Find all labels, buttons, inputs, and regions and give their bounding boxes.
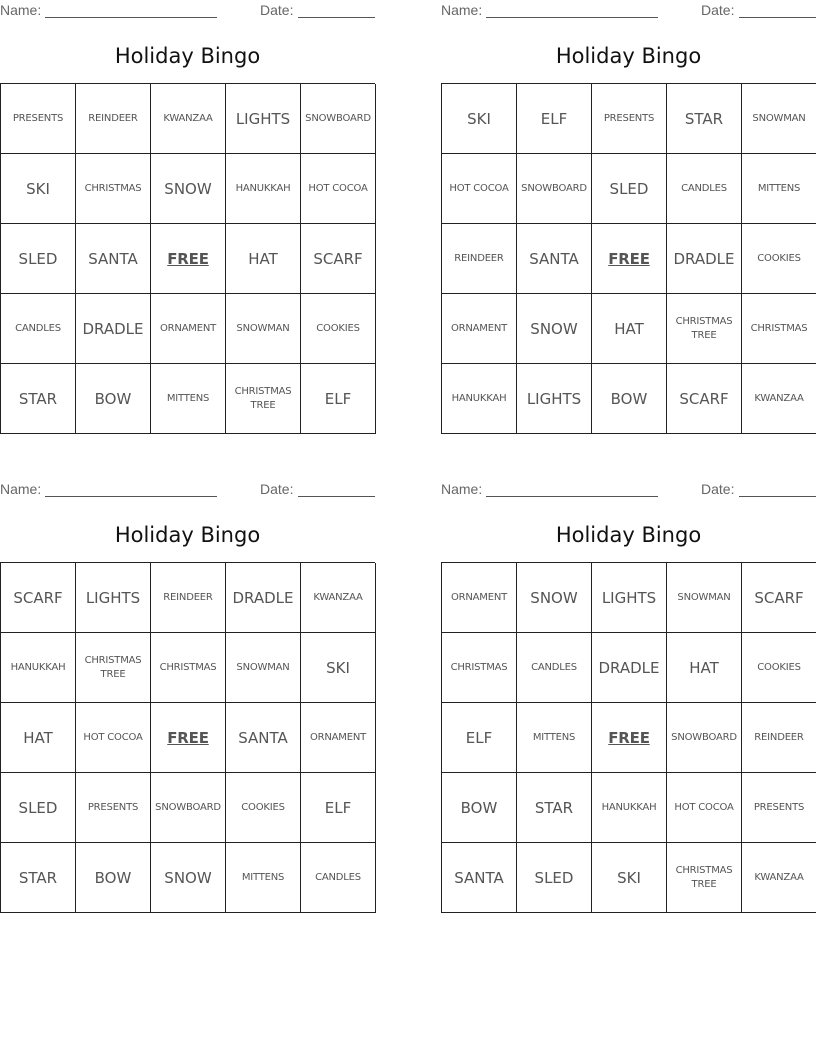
bingo-cell: PRESENTS — [742, 773, 816, 843]
bingo-cell: COOKIES — [742, 633, 816, 703]
bingo-cell: CHRISTMAS TREE — [667, 843, 742, 913]
bingo-cell: CANDLES — [301, 843, 376, 913]
bingo-cell: CANDLES — [517, 633, 592, 703]
bingo-cell: STAR — [1, 843, 76, 913]
bingo-cell: SCARF — [742, 563, 816, 633]
bingo-cell: MITTENS — [517, 703, 592, 773]
bingo-cell: SANTA — [442, 843, 517, 913]
bingo-cell: CHRISTMAS — [76, 154, 151, 224]
bingo-cell: REINDEER — [742, 703, 816, 773]
bingo-cell: HANUKKAH — [1, 633, 76, 703]
bingo-cell: ORNAMENT — [151, 294, 226, 364]
bingo-cell: REINDEER — [76, 84, 151, 154]
name-date-row — [0, 481, 375, 499]
bingo-cell: DRADLE — [592, 633, 667, 703]
name-date-row — [441, 2, 816, 20]
bingo-cell: MITTENS — [742, 154, 816, 224]
bingo-cell: BOW — [76, 843, 151, 913]
bingo-cell: SANTA — [76, 224, 151, 294]
bingo-cell: LIGHTS — [592, 563, 667, 633]
bingo-cell: CANDLES — [1, 294, 76, 364]
bingo-grid — [441, 562, 816, 913]
bingo-grid — [0, 83, 375, 434]
bingo-cell: CHRISTMAS TREE — [226, 364, 301, 434]
bingo-cell: SNOW — [517, 294, 592, 364]
bingo-cell: CHRISTMAS TREE — [667, 294, 742, 364]
bingo-cell: SNOW — [151, 154, 226, 224]
bingo-cell: DRADLE — [667, 224, 742, 294]
date-label: Date: — [701, 2, 735, 18]
name-label: Name: — [441, 481, 483, 497]
bingo-cell: BOW — [442, 773, 517, 843]
bingo-cell: CHRISTMAS TREE — [76, 633, 151, 703]
bingo-cell: SKI — [592, 843, 667, 913]
bingo-cell: ORNAMENT — [442, 563, 517, 633]
bingo-cell: LIGHTS — [76, 563, 151, 633]
name-field-line — [45, 496, 217, 497]
free-space-cell: FREE — [151, 703, 226, 773]
bingo-cell: KWANZAA — [742, 843, 816, 913]
free-space-cell: FREE — [151, 224, 226, 294]
bingo-cell: SANTA — [517, 224, 592, 294]
bingo-cell: HAT — [667, 633, 742, 703]
name-field-line — [486, 496, 658, 497]
bingo-cell: SNOWBOARD — [151, 773, 226, 843]
bingo-cell: SANTA — [226, 703, 301, 773]
bingo-cell: SLED — [517, 843, 592, 913]
name-label: Name: — [0, 481, 42, 497]
bingo-cell: SLED — [1, 224, 76, 294]
bingo-cell: STAR — [517, 773, 592, 843]
bingo-cell: ORNAMENT — [442, 294, 517, 364]
bingo-cell: SNOWMAN — [226, 294, 301, 364]
bingo-cell: HAT — [592, 294, 667, 364]
bingo-cell: SKI — [442, 84, 517, 154]
bingo-cell: LIGHTS — [226, 84, 301, 154]
bingo-cell: STAR — [1, 364, 76, 434]
bingo-cell: ELF — [517, 84, 592, 154]
bingo-card-2 — [441, 0, 816, 435]
bingo-cell: STAR — [667, 84, 742, 154]
bingo-cell: SNOWMAN — [226, 633, 301, 703]
name-date-row — [0, 2, 375, 20]
bingo-cell: SNOWBOARD — [517, 154, 592, 224]
bingo-cell: ELF — [442, 703, 517, 773]
bingo-cell: HOT COCOA — [442, 154, 517, 224]
bingo-cell: HANUKKAH — [592, 773, 667, 843]
bingo-cell: SCARF — [1, 563, 76, 633]
bingo-cell: PRESENTS — [76, 773, 151, 843]
card-title: Holiday Bingo — [555, 44, 702, 68]
bingo-cell: BOW — [592, 364, 667, 434]
date-field-line — [739, 17, 816, 18]
bingo-cell: DRADLE — [226, 563, 301, 633]
bingo-cell: MITTENS — [151, 364, 226, 434]
bingo-card-4 — [441, 479, 816, 914]
bingo-cell: HOT COCOA — [667, 773, 742, 843]
bingo-cell: SNOWBOARD — [301, 84, 376, 154]
bingo-cell: ELF — [301, 773, 376, 843]
bingo-cell: SNOWMAN — [742, 84, 816, 154]
free-space-cell: FREE — [592, 224, 667, 294]
bingo-grid — [0, 562, 375, 913]
bingo-cell: HOT COCOA — [76, 703, 151, 773]
bingo-cell: SKI — [1, 154, 76, 224]
name-label: Name: — [441, 2, 483, 18]
bingo-cell: CHRISTMAS — [151, 633, 226, 703]
bingo-cell: KWANZAA — [301, 563, 376, 633]
bingo-cell: COOKIES — [301, 294, 376, 364]
date-label: Date: — [260, 481, 294, 497]
bingo-cell: SNOW — [151, 843, 226, 913]
bingo-cell: KWANZAA — [742, 364, 816, 434]
bingo-cell: CANDLES — [667, 154, 742, 224]
card-title: Holiday Bingo — [114, 523, 261, 547]
free-space-cell: FREE — [592, 703, 667, 773]
bingo-grid — [441, 83, 816, 434]
bingo-cell: HAT — [226, 224, 301, 294]
bingo-cell: SNOWMAN — [667, 563, 742, 633]
card-title: Holiday Bingo — [555, 523, 702, 547]
card-title: Holiday Bingo — [114, 44, 261, 68]
bingo-cell: REINDEER — [442, 224, 517, 294]
bingo-cell: SNOW — [517, 563, 592, 633]
date-label: Date: — [701, 481, 735, 497]
bingo-cell: SLED — [1, 773, 76, 843]
bingo-cell: COOKIES — [226, 773, 301, 843]
bingo-cell: MITTENS — [226, 843, 301, 913]
bingo-cell: KWANZAA — [151, 84, 226, 154]
bingo-card-3 — [0, 479, 375, 914]
name-date-row — [441, 481, 816, 499]
bingo-cell: PRESENTS — [1, 84, 76, 154]
bingo-cell: SNOWBOARD — [667, 703, 742, 773]
bingo-cell: HAT — [1, 703, 76, 773]
bingo-cell: SLED — [592, 154, 667, 224]
name-field-line — [486, 17, 658, 18]
name-label: Name: — [0, 2, 42, 18]
date-field-line — [298, 17, 375, 18]
date-field-line — [298, 496, 375, 497]
bingo-cell: ORNAMENT — [301, 703, 376, 773]
date-label: Date: — [260, 2, 294, 18]
bingo-cell: CHRISTMAS — [442, 633, 517, 703]
date-field-line — [739, 496, 816, 497]
bingo-cell: COOKIES — [742, 224, 816, 294]
bingo-cell: HANUKKAH — [442, 364, 517, 434]
bingo-cell: HOT COCOA — [301, 154, 376, 224]
bingo-cell: SKI — [301, 633, 376, 703]
bingo-cell: DRADLE — [76, 294, 151, 364]
name-field-line — [45, 17, 217, 18]
bingo-cell: CHRISTMAS — [742, 294, 816, 364]
bingo-cell: SCARF — [667, 364, 742, 434]
bingo-cell: REINDEER — [151, 563, 226, 633]
bingo-cell: HANUKKAH — [226, 154, 301, 224]
bingo-cell: LIGHTS — [517, 364, 592, 434]
bingo-card-1 — [0, 0, 375, 435]
bingo-cell: PRESENTS — [592, 84, 667, 154]
bingo-cell: SCARF — [301, 224, 376, 294]
bingo-cell: BOW — [76, 364, 151, 434]
bingo-cell: ELF — [301, 364, 376, 434]
